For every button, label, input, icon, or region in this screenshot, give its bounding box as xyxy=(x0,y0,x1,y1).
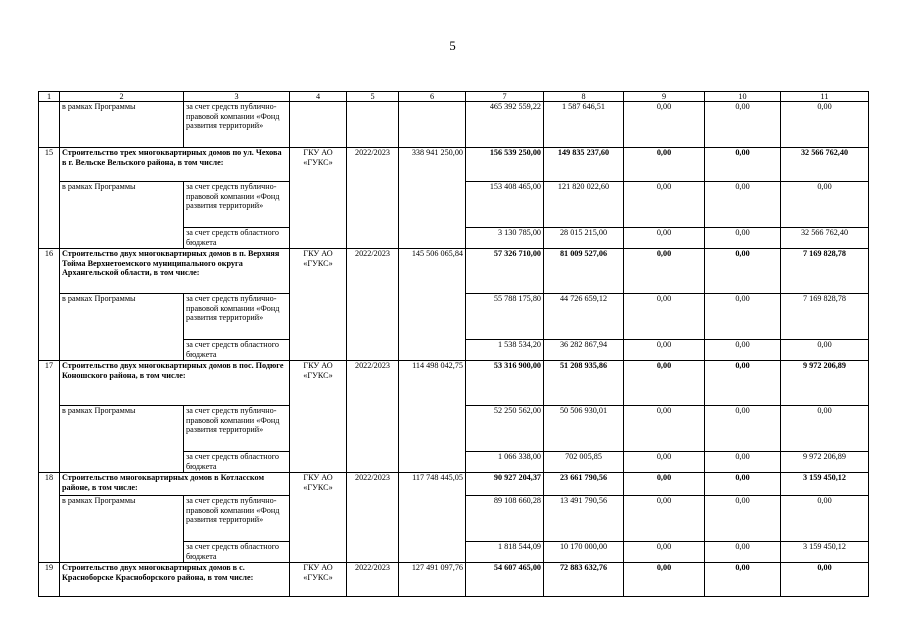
col-header: 8 xyxy=(544,92,624,102)
cell-c8: 149 835 237,60 xyxy=(544,148,624,182)
funding-source: за счет средств областного бюджета xyxy=(184,228,290,249)
cell-c7: 153 408 465,00 xyxy=(466,182,544,228)
item-number: 17 xyxy=(39,361,60,473)
cell-c8: 44 726 659,12 xyxy=(544,294,624,340)
funding-source: за счет средств публично-правовой компании «Фонд развития территорий» xyxy=(184,496,290,542)
cell-c11: 7 169 828,78 xyxy=(781,249,869,294)
cell-c11: 32 566 762,40 xyxy=(781,148,869,182)
executor: ГКУ АО «ГУКС» xyxy=(290,361,347,473)
period: 2022/2023 xyxy=(347,148,399,249)
column-number-row xyxy=(39,92,869,102)
executor: ГКУ АО «ГУКС» xyxy=(290,148,347,249)
cell-c9: 0,00 xyxy=(624,406,705,452)
funding-source: за счет средств областного бюджета xyxy=(184,452,290,473)
cell-c10: 0,00 xyxy=(705,340,781,361)
funding-source: за счет средств публично-правовой компании «Фонд развития территорий» xyxy=(184,102,290,148)
col-header: 4 xyxy=(290,92,347,102)
cell-c9: 0,00 xyxy=(624,148,705,182)
cell-c9: 0,00 xyxy=(624,182,705,228)
cell-c8: 50 506 930,01 xyxy=(544,406,624,452)
item-title: Строительство трех многоквартирных домов по ул. Чехова в г. Вельске Вельского района, в том числе: xyxy=(60,148,290,182)
table-row xyxy=(39,102,869,148)
total-cost: 338 941 250,00 xyxy=(399,148,466,249)
subrow-label: в рамках Программы xyxy=(60,294,184,361)
cell-c9: 0,00 xyxy=(624,228,705,249)
cell-c11: 32 566 762,40 xyxy=(781,228,869,249)
item-row xyxy=(39,361,869,406)
item-number: 15 xyxy=(39,148,60,249)
cell-c7: 3 130 785,00 xyxy=(466,228,544,249)
cell-c9: 0,00 xyxy=(624,102,705,148)
col-header: 3 xyxy=(184,92,290,102)
cell-c9: 0,00 xyxy=(624,361,705,406)
cell-c8: 702 005,85 xyxy=(544,452,624,473)
cell-c8: 121 820 022,60 xyxy=(544,182,624,228)
cell-c9: 0,00 xyxy=(624,452,705,473)
period: 2022/2023 xyxy=(347,473,399,563)
item-number: 19 xyxy=(39,563,60,597)
cell-c11: 0,00 xyxy=(781,182,869,228)
cell-c7: 156 539 250,00 xyxy=(466,148,544,182)
cell-c7: 53 316 900,00 xyxy=(466,361,544,406)
cell-c7: 52 250 562,00 xyxy=(466,406,544,452)
budget-table xyxy=(38,91,869,597)
cell-c9: 0,00 xyxy=(624,496,705,542)
item-number: 16 xyxy=(39,249,60,361)
cell-c11: 3 159 450,12 xyxy=(781,473,869,496)
cell-c8: 72 883 632,76 xyxy=(544,563,624,597)
cell-c10: 0,00 xyxy=(705,406,781,452)
subrow-label: в рамках Программы xyxy=(60,496,184,563)
period: 2022/2023 xyxy=(347,249,399,361)
cell-c11: 9 972 206,89 xyxy=(781,452,869,473)
cell-c7: 1 538 534,20 xyxy=(466,340,544,361)
col-header: 1 xyxy=(39,92,60,102)
cell-c10: 0,00 xyxy=(705,473,781,496)
cell-c7: 55 788 175,80 xyxy=(466,294,544,340)
cell-c10: 0,00 xyxy=(705,182,781,228)
cell-c11: 0,00 xyxy=(781,563,869,597)
cell-c11: 0,00 xyxy=(781,406,869,452)
executor: ГКУ АО «ГУКС» xyxy=(290,473,347,563)
item-row xyxy=(39,249,869,294)
item-title: Строительство двух многоквартирных домов в п. Верхняя Тойма Верхнетоемского муниципального округа Архангельской области, в том числе: xyxy=(60,249,290,294)
cell-c11: 0,00 xyxy=(781,340,869,361)
col-header: 5 xyxy=(347,92,399,102)
page-number: 5 xyxy=(449,38,456,53)
item-row xyxy=(39,473,869,496)
cell-c8: 23 661 790,56 xyxy=(544,473,624,496)
period: 2022/2023 xyxy=(347,361,399,473)
cell-c10: 0,00 xyxy=(705,563,781,597)
cell-c8: 36 282 867,94 xyxy=(544,340,624,361)
cell-c10: 0,00 xyxy=(705,452,781,473)
cell-c9: 0,00 xyxy=(624,294,705,340)
col-header: 2 xyxy=(60,92,184,102)
cell-c8: 10 170 000,00 xyxy=(544,542,624,563)
item-row xyxy=(39,148,869,182)
total-cost: 145 506 065,84 xyxy=(399,249,466,361)
cell-c8: 28 015 215,00 xyxy=(544,228,624,249)
funding-source: за счет средств публично-правовой компании «Фонд развития территорий» xyxy=(184,182,290,228)
cell-c8: 1 587 646,51 xyxy=(544,102,624,148)
col-header: 10 xyxy=(705,92,781,102)
cell-c8: 81 009 527,06 xyxy=(544,249,624,294)
cell-c8: 51 208 935,86 xyxy=(544,361,624,406)
cell-c10: 0,00 xyxy=(705,148,781,182)
subrow-label: в рамках Программы xyxy=(60,406,184,473)
cell-c11: 3 159 450,12 xyxy=(781,542,869,563)
cell-c7: 90 927 204,37 xyxy=(466,473,544,496)
total-cost: 117 748 445,05 xyxy=(399,473,466,563)
cell-c8: 13 491 790,56 xyxy=(544,496,624,542)
item-number: 18 xyxy=(39,473,60,563)
col-header: 7 xyxy=(466,92,544,102)
item-row xyxy=(39,563,869,597)
funding-source: за счет средств публично-правовой компании «Фонд развития территорий» xyxy=(184,406,290,452)
cell-c11: 7 169 828,78 xyxy=(781,294,869,340)
cell-c7: 1 066 338,00 xyxy=(466,452,544,473)
cell-c11: 0,00 xyxy=(781,496,869,542)
cell-c9: 0,00 xyxy=(624,563,705,597)
col-header: 11 xyxy=(781,92,869,102)
cell-c7: 1 818 544,09 xyxy=(466,542,544,563)
executor: ГКУ АО «ГУКС» xyxy=(290,249,347,361)
cell-c11: 0,00 xyxy=(781,102,869,148)
cell-c7: 54 607 465,00 xyxy=(466,563,544,597)
cell-c10: 0,00 xyxy=(705,249,781,294)
executor: ГКУ АО «ГУКС» xyxy=(290,563,347,597)
cell-c7: 57 326 710,00 xyxy=(466,249,544,294)
col-header: 9 xyxy=(624,92,705,102)
total-cost: 114 498 042,75 xyxy=(399,361,466,473)
cell-c10: 0,00 xyxy=(705,102,781,148)
cell-c10: 0,00 xyxy=(705,294,781,340)
subrow-label: в рамках Программы xyxy=(60,182,184,249)
cell-c11: 9 972 206,89 xyxy=(781,361,869,406)
cell-c7: 465 392 559,22 xyxy=(466,102,544,148)
cell-c10: 0,00 xyxy=(705,496,781,542)
funding-source: за счет средств областного бюджета xyxy=(184,542,290,563)
cell-c10: 0,00 xyxy=(705,228,781,249)
cell-c9: 0,00 xyxy=(624,249,705,294)
cell-c9: 0,00 xyxy=(624,542,705,563)
subrow-label: в рамках Программы xyxy=(60,102,184,148)
cell-c10: 0,00 xyxy=(705,542,781,563)
total-cost: 127 491 097,76 xyxy=(399,563,466,597)
funding-source: за счет средств публично-правовой компании «Фонд развития территорий» xyxy=(184,294,290,340)
cell-c7: 89 108 660,28 xyxy=(466,496,544,542)
cell-c9: 0,00 xyxy=(624,340,705,361)
item-title: Строительство двух многоквартирных домов в с. Красноборске Красноборского района, в том числе: xyxy=(60,563,290,597)
col-header: 6 xyxy=(399,92,466,102)
item-title: Строительство многоквартирных домов в Котласском районе, в том числе: xyxy=(60,473,290,496)
item-title: Строительство двух многоквартирных домов в пос. Подюге Коношского района, в том числе: xyxy=(60,361,290,406)
cell-c10: 0,00 xyxy=(705,361,781,406)
cell-c9: 0,00 xyxy=(624,473,705,496)
funding-source: за счет средств областного бюджета xyxy=(184,340,290,361)
period: 2022/2023 xyxy=(347,563,399,597)
